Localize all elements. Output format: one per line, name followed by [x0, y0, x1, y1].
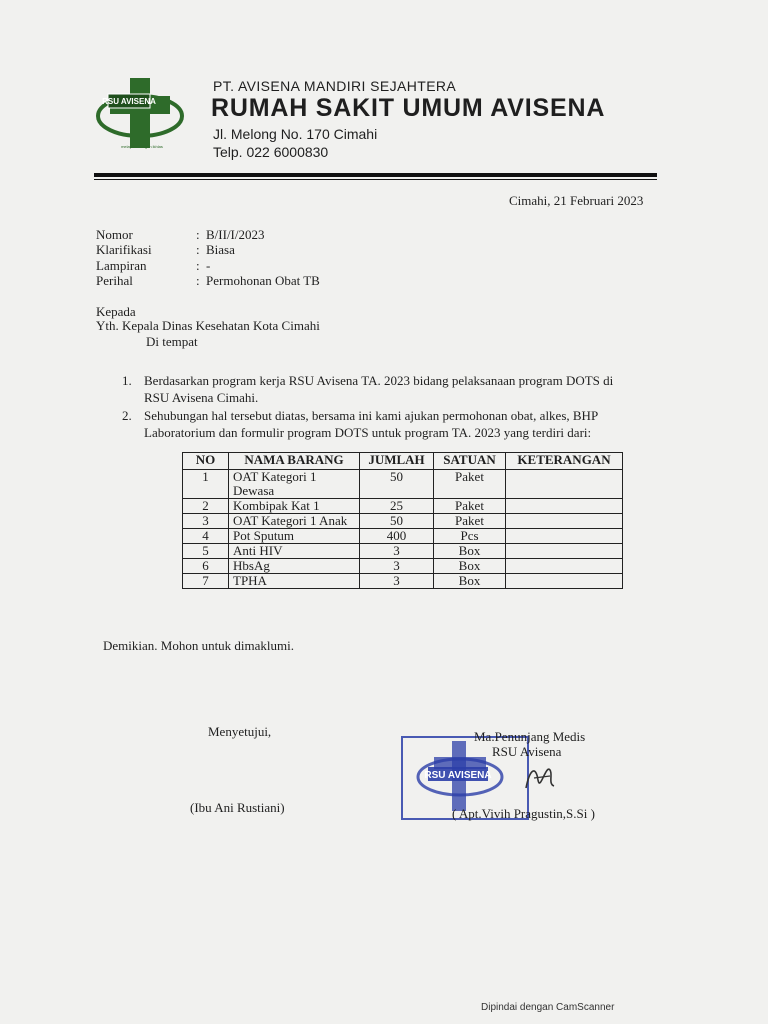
cell-no: 1	[183, 470, 229, 499]
cell-qty: 3	[360, 559, 434, 574]
list-text-line: Laboratorium dan formulir program DOTS untuk program TA. 2023 yang terdiri dari:	[144, 425, 592, 440]
stamp-text: RSU AVISENA	[424, 770, 492, 781]
cell-note	[506, 544, 623, 559]
hospital-logo	[94, 72, 190, 152]
items-table	[182, 452, 623, 589]
cell-note	[506, 470, 623, 499]
meta-label: Perihal	[96, 273, 133, 288]
meta-colon: :	[196, 242, 200, 257]
cell-unit: Paket	[434, 499, 506, 514]
signer-institution: RSU Avisena	[492, 744, 562, 759]
cell-no: 7	[183, 574, 229, 589]
cell-qty: 400	[360, 529, 434, 544]
signer-position: Ma.Penunjang Medis	[474, 729, 586, 744]
list-text-line: Berdasarkan program kerja RSU Avisena TA. 2023 bidang pelaksanaan program DOTS di	[144, 373, 614, 388]
cell-no: 5	[183, 544, 229, 559]
list-number: 1.	[122, 373, 132, 388]
cell-unit: Paket	[434, 514, 506, 529]
cell-qty: 25	[360, 499, 434, 514]
recipient-place: Di tempat	[146, 334, 198, 349]
cell-qty: 50	[360, 470, 434, 499]
list-text	[144, 407, 664, 441]
handwritten-signature	[520, 758, 560, 798]
meta-label: Klarifikasi	[96, 242, 152, 257]
cell-name: OAT Kategori 1 Dewasa	[229, 470, 360, 499]
column-header: SATUAN	[434, 453, 506, 470]
recipient: Yth. Kepala Dinas Kesehatan Kota Cimahi	[96, 318, 320, 333]
cell-unit: Paket	[434, 470, 506, 499]
list-item	[0, 372, 768, 408]
meta-colon: :	[196, 258, 200, 273]
list-item	[0, 407, 768, 443]
header-rule-thick	[94, 173, 657, 177]
cell-unit: Box	[434, 574, 506, 589]
letter-date: Cimahi, 21 Februari 2023	[509, 193, 644, 208]
cell-qty: 3	[360, 544, 434, 559]
cell-unit: Box	[434, 544, 506, 559]
cell-no: 3	[183, 514, 229, 529]
signer-name: ( Apt.Vivih Pragustin,S.Si )	[452, 806, 595, 821]
meta-colon: :	[196, 273, 200, 288]
meta-row-klarifikasi	[96, 242, 235, 258]
list-text-line: RSU Avisena Cimahi.	[144, 390, 259, 405]
cell-note	[506, 514, 623, 529]
hospital-address: Jl. Melong No. 170 Cimahi	[213, 126, 378, 142]
cell-note	[506, 559, 623, 574]
kepada-label: Kepada	[96, 304, 136, 319]
meta-label: Nomor	[96, 227, 133, 242]
scanner-watermark: Dipindai dengan CamScanner	[481, 1002, 615, 1013]
column-header: NAMA BARANG	[229, 453, 360, 470]
logo-motto: melayani dengan ikhlas	[121, 144, 163, 149]
hospital-name: RUMAH SAKIT UMUM AVISENA	[211, 94, 606, 122]
cell-name: Pot Sputum	[229, 529, 360, 544]
cell-no: 2	[183, 499, 229, 514]
table-row	[183, 559, 623, 574]
table-row	[183, 574, 623, 589]
cell-qty: 50	[360, 514, 434, 529]
cell-no: 4	[183, 529, 229, 544]
closing-text: Demikian. Mohon untuk dimaklumi.	[103, 638, 295, 653]
header-rule-thin	[94, 179, 657, 180]
meta-colon: :	[196, 227, 200, 242]
cell-unit: Pcs	[434, 529, 506, 544]
meta-value: B/II/I/2023	[206, 227, 265, 242]
column-header: JUMLAH	[360, 453, 434, 470]
company-name: PT. AVISENA MANDIRI SEJAHTERA	[213, 78, 457, 94]
meta-value: Permohonan Obat TB	[206, 273, 320, 288]
cell-name: Anti HIV	[229, 544, 360, 559]
approver-name: (Ibu Ani Rustiani)	[190, 800, 285, 815]
logo-text: RSU AVISENA	[102, 97, 156, 106]
meta-value: Biasa	[206, 242, 235, 257]
cell-no: 6	[183, 559, 229, 574]
table-row	[183, 470, 623, 499]
cell-name: OAT Kategori 1 Anak	[229, 514, 360, 529]
meta-row-lampiran	[96, 258, 210, 274]
cell-unit: Box	[434, 559, 506, 574]
table-row	[183, 544, 623, 559]
table-row	[183, 499, 623, 514]
list-text	[144, 372, 664, 406]
cell-name: Kombipak Kat 1	[229, 499, 360, 514]
list-text-line: Sehubungan hal tersebut diatas, bersama ini kami ajukan permohonan obat, alkes, BHP	[144, 408, 599, 423]
approve-label: Menyetujui,	[208, 724, 272, 739]
cell-note	[506, 574, 623, 589]
cell-name: TPHA	[229, 574, 360, 589]
hospital-phone: Telp. 022 6000830	[213, 144, 329, 160]
meta-value: -	[206, 258, 211, 273]
column-header: KETERANGAN	[506, 453, 623, 470]
meta-label: Lampiran	[96, 258, 147, 273]
column-header: NO	[183, 453, 229, 470]
table-row	[183, 514, 623, 529]
cell-qty: 3	[360, 574, 434, 589]
table-row	[183, 529, 623, 544]
meta-row-nomor	[96, 227, 265, 243]
cell-note	[506, 499, 623, 514]
cell-note	[506, 529, 623, 544]
list-number: 2.	[122, 408, 132, 423]
cell-name: HbsAg	[229, 559, 360, 574]
table-header-row	[183, 453, 623, 470]
meta-row-perihal	[96, 273, 320, 289]
